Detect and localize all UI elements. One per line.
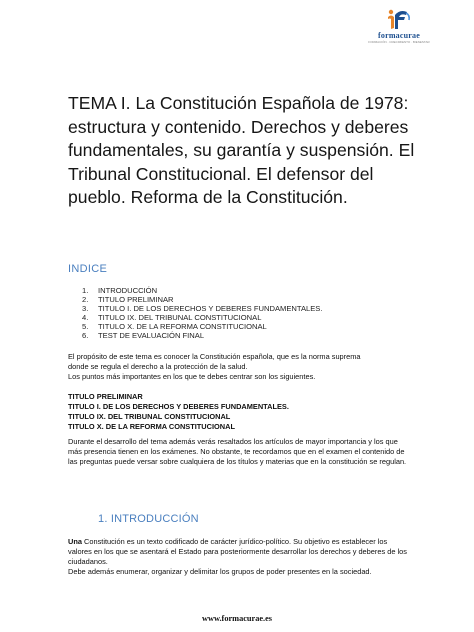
toc-item: 6. TEST DE EVALUACIÓN FINAL	[82, 331, 205, 341]
document-title: TEMA I. La Constitución Española de 1978: estructura y contenido. Derechos y deberes fundamentales, su garantía y suspensión. El Tribunal Constitucional. El defensor del pueblo. Reforma de la Constitución.	[68, 93, 415, 207]
paragraph-lead: Una	[68, 537, 82, 546]
key-points-list	[68, 392, 413, 432]
index-heading: INDICE	[68, 263, 108, 275]
logo-wordmark: formacurae	[378, 31, 420, 40]
paragraph-text: Constitución es un texto codificado de carácter jurídico-político. Su objetivo es establecer los valores en los que se asentará el Estado para posteriormente desarrollar los derechos y deberes de los ciudadanos.	[68, 537, 407, 566]
intro-line: donde se regula el derecho a la protección de la salud.	[68, 362, 248, 371]
toc-item: 4. TITULO IX. DEL TRIBUNAL CONSTITUCIONAL	[82, 313, 262, 323]
toc-item: 1. INTRODUCCIÓN	[82, 286, 158, 295]
exam-note-paragraph: Durante el desarrollo del tema además verás resaltados los artículos de mayor importancia y los que más presencia tienen en los exámenes. No obstante, te recordamos que en el examen el contenido de las preguntas puede versar sobre cualquiera de los títulos y materias que en la constitución se regulan.	[68, 437, 407, 466]
footer-website: www.formacurae.es	[201, 614, 273, 623]
intro-line: Los puntos más importantes en los que te debes centrar son los siguientes.	[68, 372, 316, 381]
key-point: TITULO I. DE LOS DERECHOS Y DEBERES FUNDAMENTALES.	[68, 402, 289, 411]
logo-tagline: FORMACIÓN · CRECIMIENTO · BIENESTAR	[368, 40, 430, 44]
formacurae-logo-icon	[382, 8, 416, 30]
toc-item: 3. TITULO I. DE LOS DERECHOS Y DEBERES FUNDAMENTALES.	[82, 304, 323, 314]
toc-item: 5. TITULO X. DE LA REFORMA CONSTITUCIONAL	[82, 322, 267, 332]
key-point: TITULO IX. DEL TRIBUNAL CONSTITUCIONAL	[68, 412, 231, 421]
paragraph-text: Debe además enumerar, organizar y delimitar los grupos de poder presentes en la sociedad.	[68, 567, 372, 576]
intro-paragraph	[68, 352, 413, 382]
toc-item: 2. TITULO PRELIMINAR	[82, 295, 174, 305]
key-point: TITULO X. DE LA REFORMA CONSTITUCIONAL	[68, 422, 235, 431]
introduction-paragraph	[68, 537, 413, 577]
table-of-contents	[68, 286, 323, 341]
section-title: 1. INTRODUCCIÓN	[98, 513, 199, 525]
intro-line: El propósito de este tema es conocer la Constitución española, que es la norma suprema	[68, 352, 361, 361]
key-point: TITULO PRELIMINAR	[68, 392, 143, 401]
formacurae-logo	[364, 8, 434, 48]
